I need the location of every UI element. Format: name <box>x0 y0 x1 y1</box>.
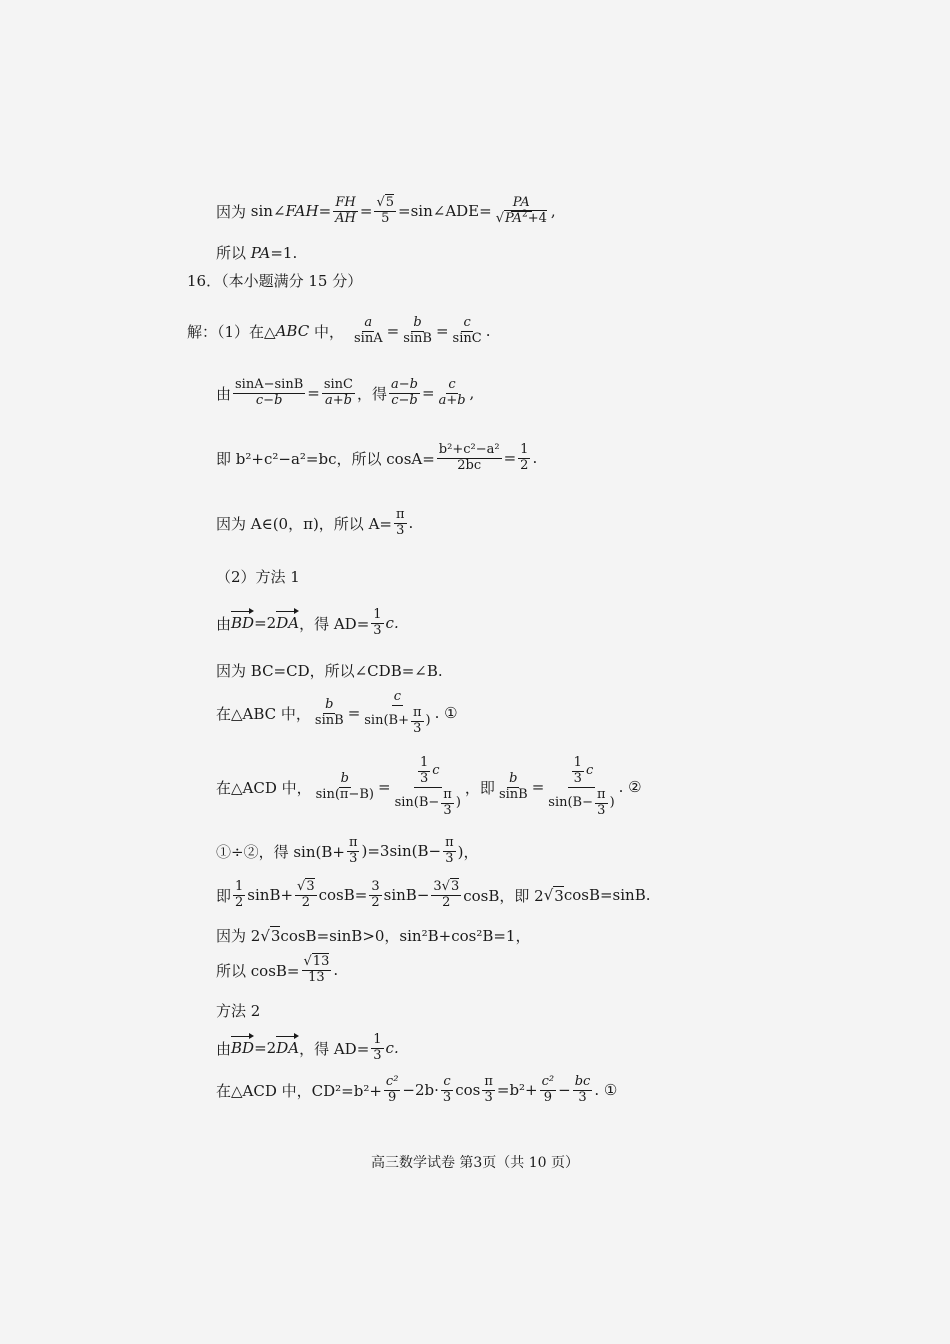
numerator: b <box>340 770 349 786</box>
text: 即 <box>216 886 232 905</box>
fraction <box>313 698 346 729</box>
text: ，得 AD= <box>299 1039 370 1058</box>
text: sinB− <box>383 886 430 905</box>
text: =sin∠ADE= <box>398 202 492 221</box>
numerator: 1 <box>235 879 244 894</box>
denominator: sinB <box>314 712 344 728</box>
text: 解：（1）在△ <box>187 322 276 341</box>
line-so-cos <box>216 955 338 986</box>
text: c <box>432 762 440 778</box>
denominator: sin(π−B) <box>315 786 374 802</box>
text: cosB=sinB>0，sin²B+cos²B=1， <box>280 927 531 945</box>
text: 因为 BC=CD，所以∠CDB=∠B. <box>216 662 443 680</box>
denominator: 3 <box>419 770 429 786</box>
text: ) <box>455 794 461 810</box>
numerator: c <box>443 1074 451 1089</box>
text: FAH <box>285 202 319 221</box>
fraction <box>369 880 381 911</box>
line-cos-a: 即 b²+c²−a²=bc，所以 cosA= $\frac{\text{b²+c²−a²}}{2bc}$ = $\frac{1}{2}$ . <box>216 442 538 473</box>
text: cosB，即 2 <box>463 886 544 905</box>
text: 16．（本小题满分 15 分） <box>187 272 363 290</box>
fraction <box>374 196 396 227</box>
text: 方法 2 <box>216 1002 261 1020</box>
text: （2）方法 1 <box>216 568 300 586</box>
text: 所以 <box>216 244 247 262</box>
denominator: 3 <box>484 1089 493 1105</box>
numerator: c <box>393 689 402 704</box>
denominator: 3 <box>573 770 582 786</box>
text: PA <box>250 243 271 262</box>
line-method2 <box>216 1000 260 1021</box>
line-divide <box>216 836 478 867</box>
numerator: c² <box>541 1074 555 1089</box>
numerator: sinA−sinB <box>235 377 304 392</box>
text: 3 <box>433 879 442 894</box>
text: ，即 <box>464 778 495 797</box>
fraction <box>371 608 383 639</box>
radicand: 3 <box>554 886 564 905</box>
denominator: 9 <box>543 1089 553 1105</box>
fraction <box>295 880 317 911</box>
sqrt-icon <box>376 195 384 210</box>
text: . ① <box>434 704 458 723</box>
text: 由 <box>216 614 232 633</box>
line-vector-m2 <box>216 1033 399 1064</box>
numerator: 1 <box>373 1032 382 1047</box>
denominator: 2 <box>371 894 380 910</box>
denominator: a+b <box>438 392 466 408</box>
line-pa <box>216 242 297 263</box>
text: =2 <box>254 614 277 633</box>
text: 在△ACD 中， <box>216 778 312 797</box>
vector-da: DA <box>276 1039 300 1058</box>
denominator: sinA <box>354 330 383 346</box>
text: ①÷②，得 sin(B+ <box>216 842 345 861</box>
fraction <box>518 443 530 474</box>
text: +4 <box>527 210 547 226</box>
line-because-2 <box>216 925 530 946</box>
text: − <box>558 1081 571 1100</box>
text: c <box>585 762 594 778</box>
numerator: bc <box>574 1074 591 1089</box>
fraction <box>314 772 376 803</box>
denominator: sinB <box>498 786 528 802</box>
text: 因为 A∈(0，π)，所以 A= <box>216 514 392 533</box>
fraction <box>322 378 355 409</box>
numerator: sinC <box>323 377 353 392</box>
line-bc-cd <box>216 660 443 681</box>
denominator: 2 <box>301 894 310 910</box>
text: ，得 AD= <box>299 614 370 633</box>
denominator: 3 <box>349 850 358 866</box>
line-ratio: 由 $\frac{\sin A-\sin B}{c-b}$ = $\frac{\sin C}{a+b}$ ，得 $\frac{a-b}{c-b}$ = $\frac{c}{a+b}$ , <box>216 377 475 408</box>
text: 即 <box>216 449 232 468</box>
text: . <box>333 961 339 980</box>
line-vector-m1 <box>216 608 399 639</box>
denominator: 2 <box>442 894 451 910</box>
numerator: c <box>463 315 471 330</box>
radicand: 3 <box>450 879 460 894</box>
fraction <box>497 772 530 803</box>
text: sin(B− <box>394 794 440 810</box>
text: = <box>318 202 332 221</box>
numerator: b <box>413 315 422 330</box>
numerator: b <box>325 696 334 712</box>
sqrt-icon <box>260 927 270 945</box>
text: 因为 <box>216 202 247 221</box>
denominator: sinC <box>452 330 482 346</box>
numerator: c <box>448 377 456 392</box>
vector-da: DA <box>276 614 300 633</box>
text: sin(B+ <box>364 712 409 728</box>
text: −2b· <box>402 1081 439 1100</box>
text: cosB=sinB. <box>563 886 651 905</box>
fraction <box>451 316 484 347</box>
fraction <box>540 1075 557 1106</box>
vector-bd: BD <box>231 1039 255 1058</box>
numerator: π <box>348 835 358 850</box>
fraction <box>393 756 463 819</box>
denominator: 3 <box>373 1047 382 1063</box>
numerator: b²+c²−a² <box>438 442 500 457</box>
denominator: 3 <box>578 1089 587 1105</box>
radicand: 3 <box>306 879 315 894</box>
numerator: π <box>597 786 606 802</box>
fraction <box>389 378 420 409</box>
denominator: 2 <box>235 894 244 910</box>
fraction <box>482 1075 495 1106</box>
text: sinB+ <box>247 886 294 905</box>
denominator: a+b <box>324 392 352 408</box>
numerator: π <box>445 835 454 850</box>
numerator: 1 <box>573 755 582 770</box>
fraction <box>384 1075 401 1106</box>
fraction <box>437 443 502 474</box>
text: ) <box>425 712 431 728</box>
vector-bd: BD <box>231 614 255 633</box>
numerator: b <box>509 770 518 786</box>
numerator: FH <box>335 195 356 210</box>
text: )， <box>457 842 479 861</box>
fraction <box>333 196 358 227</box>
numerator: π <box>395 507 405 522</box>
numerator: 1 <box>520 442 529 457</box>
denominator: 3 <box>597 802 606 818</box>
line-part2 <box>216 566 300 587</box>
text: ABC <box>275 322 310 341</box>
sqrt-icon <box>442 879 450 894</box>
line-law-of-sines: 解：（1）在△ ABC 中， $\frac{a}{\sin A}$ = $\frac{b}{\sin B}$ = $\frac{c}{\sin C}$ . <box>187 315 491 346</box>
denominator: 3 <box>442 1089 452 1105</box>
text: . ② <box>618 778 642 797</box>
numerator: π <box>443 786 452 802</box>
fraction <box>362 690 432 737</box>
denominator: AH <box>335 210 356 226</box>
text: c. <box>385 614 399 633</box>
text: cos <box>455 1081 481 1100</box>
text: 因为 2 <box>216 927 261 945</box>
text: 中， <box>314 322 345 341</box>
denominator: sinB <box>403 330 432 346</box>
sqrt-icon <box>496 211 504 226</box>
line-expand <box>216 880 651 911</box>
denominator: 2bc <box>457 457 482 473</box>
text: 由 <box>216 384 232 403</box>
numerator: 3 <box>371 879 380 894</box>
sqrt-icon <box>304 954 312 969</box>
text: =b²+ <box>496 1081 538 1100</box>
text: , <box>550 202 556 221</box>
fraction <box>347 836 360 867</box>
denominator: 5 <box>381 210 390 226</box>
line-sin-fah <box>216 196 556 227</box>
fraction <box>302 955 332 986</box>
text: = <box>359 202 373 221</box>
fraction <box>401 316 434 347</box>
text: cosB= <box>318 886 368 905</box>
text: PA <box>505 210 522 226</box>
text: b²+c²−a²=bc，所以 cosA= <box>235 449 435 468</box>
numerator: 1 <box>373 607 382 622</box>
text: sin(B− <box>548 794 594 810</box>
line-angle-a: 因为 A∈(0，π)，所以 A= $\frac{\pi}{3}$ . <box>216 507 414 538</box>
fraction <box>394 508 407 539</box>
text: 在△ABC 中， <box>216 704 311 723</box>
text: =2 <box>254 1039 277 1058</box>
denominator: 3 <box>443 802 452 818</box>
numerator: a <box>364 315 373 330</box>
text: 在△ACD 中，CD²=b²+ <box>216 1081 382 1100</box>
fraction <box>431 880 461 911</box>
radicand: 3 <box>270 927 281 945</box>
line-cd-squared <box>216 1075 617 1106</box>
text: c. <box>385 1039 399 1058</box>
fraction: PA √ $PA^2+4$ <box>494 196 549 227</box>
denominator: 13 <box>308 969 325 985</box>
denominator: 9 <box>388 1089 397 1105</box>
radicand: 5 <box>385 195 395 210</box>
numerator: c² <box>385 1074 399 1089</box>
fraction <box>443 836 456 867</box>
text: 所以 cosB= <box>216 961 300 980</box>
fraction <box>233 880 245 911</box>
text: sin∠ <box>250 202 286 221</box>
numerator: a−b <box>391 377 418 392</box>
text: =1. <box>270 243 298 262</box>
line-eq2: 在△ACD 中， $\frac{b}{\sin(\pi-B)}$ = $\frac{1}{3}$ c sin(B− $\frac{\pi}{3}$ ) ，即 $\frac{b}{\sin B}$ = $\frac{1}{3}$ c sin(B− $\frac{\pi}{3}$ ) . ② <box>216 755 642 818</box>
question-16-heading <box>187 270 362 291</box>
text: 由 <box>216 1039 232 1058</box>
denominator: 3 <box>445 850 454 866</box>
fraction <box>573 1075 593 1106</box>
denominator: c−b <box>391 392 418 408</box>
text: )=3sin(B− <box>361 842 442 861</box>
sqrt-icon <box>544 886 554 904</box>
text: ，得 <box>357 384 388 403</box>
fraction <box>546 756 616 819</box>
numerator: 1 <box>419 755 429 770</box>
denominator: 3 <box>373 622 382 638</box>
fraction <box>352 316 385 347</box>
fraction <box>371 1033 383 1064</box>
denominator: 3 <box>413 720 422 736</box>
fraction <box>441 1075 453 1106</box>
numerator: π <box>413 704 422 720</box>
denominator: c−b <box>255 392 283 408</box>
text: ) <box>609 794 615 810</box>
numerator: π <box>484 1074 493 1089</box>
fraction <box>233 378 305 409</box>
numerator: PA <box>512 195 530 210</box>
denominator: 2 <box>520 457 529 473</box>
radicand: 13 <box>312 954 330 969</box>
denominator: 3 <box>396 522 405 538</box>
line-eq1: 在△ABC 中， $\frac{b}{\sin B}$ = c sin(B+ $\frac{\pi}{3}$ ) . ① <box>216 689 458 736</box>
text: . ① <box>594 1081 618 1100</box>
fraction <box>437 378 468 409</box>
page-footer: 高三数学试卷 第3页（共 10 页） <box>370 1155 580 1171</box>
